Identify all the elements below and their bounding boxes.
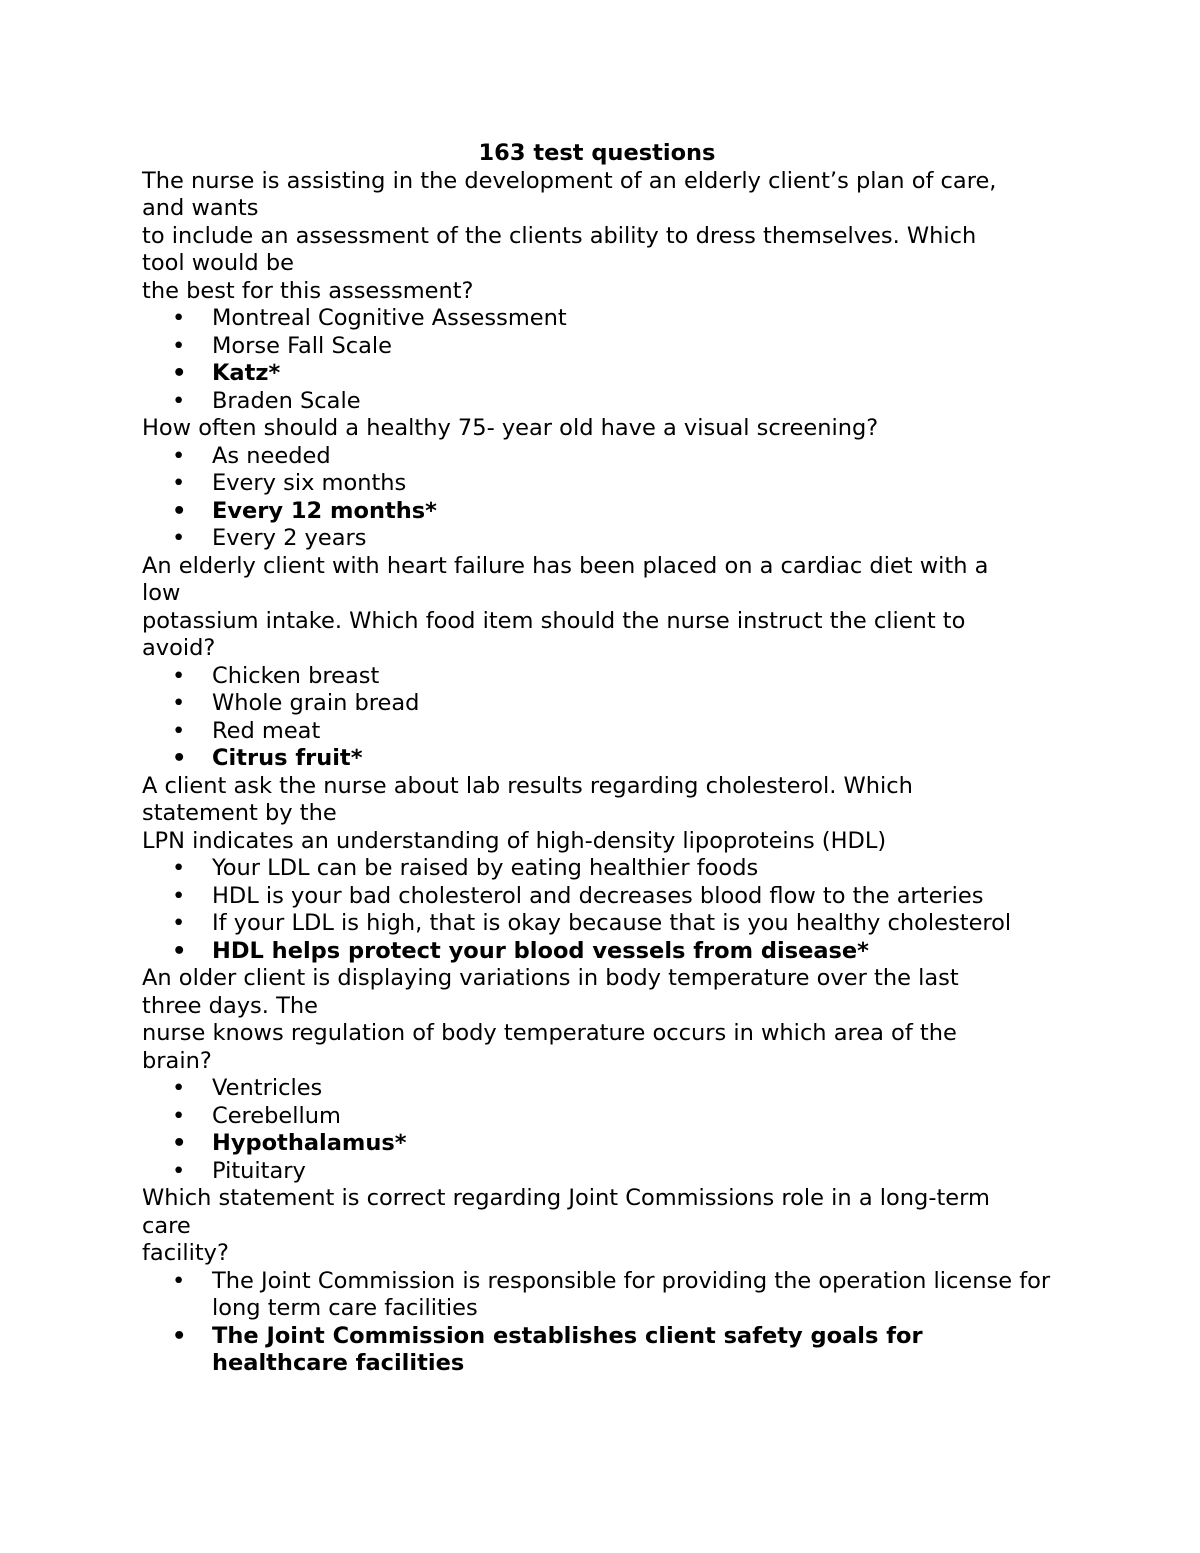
question-block	[142, 1185, 1062, 1378]
correct-answer-option: • Every 12 months*	[142, 498, 1062, 526]
answer-option: • Cerebellum	[142, 1103, 1062, 1131]
answer-option: • Every six months	[142, 470, 1062, 498]
question-text-line: LPN indicates an understanding of high-density lipoproteins (HDL)	[142, 827, 887, 854]
answer-option: • If your LDL is high, that is okay because that is you healthy cholesterol	[142, 910, 1062, 938]
question-text-line: potassium intake. Which food item should the nurse instruct the client to	[142, 607, 966, 634]
question-list	[142, 168, 1062, 1378]
answer-option-list	[142, 1075, 1062, 1185]
question-block	[142, 553, 1062, 773]
answer-option-list	[142, 663, 1062, 773]
answer-option: • Morse Fall Scale	[142, 333, 1062, 361]
correct-answer-option: • The Joint Commission establishes client safety goals for healthcare facilities	[142, 1323, 1062, 1378]
question-text-line: the best for this assessment?	[142, 277, 474, 304]
answer-option: • The Joint Commission is responsible for providing the operation license for long term care facilities	[142, 1268, 1062, 1323]
question-text-line: care	[142, 1212, 191, 1239]
answer-option-list	[142, 855, 1062, 965]
question-text-line: statement by the	[142, 800, 337, 826]
question-text-line: and wants	[142, 195, 259, 221]
question-text-line: three days. The	[142, 992, 318, 1019]
correct-answer-option: • Katz*	[142, 360, 1062, 388]
answer-option: • Your LDL can be raised by eating healthier foods	[142, 855, 1062, 883]
correct-answer-option: • Hypothalamus*	[142, 1130, 1062, 1158]
question-text-line: How often should a healthy 75- year old have a visual screening?	[142, 415, 879, 441]
answer-option-list	[142, 305, 1062, 415]
answer-option-list	[142, 1268, 1062, 1378]
answer-option: • Whole grain bread	[142, 690, 1062, 718]
correct-answer-option: • Citrus fruit*	[142, 745, 1062, 773]
question-text-line: A client ask the nurse about lab results regarding cholesterol. Which	[142, 772, 913, 799]
answer-option: • Braden Scale	[142, 388, 1062, 416]
answer-option: • Pituitary	[142, 1158, 1062, 1186]
question-text-line: The nurse is assisting in the development of an elderly client’s plan of care,	[142, 167, 997, 194]
document-page	[142, 140, 1062, 1378]
answer-option: • Montreal Cognitive Assessment	[142, 305, 1062, 333]
question-block	[142, 773, 1062, 966]
answer-option: • Red meat	[142, 718, 1062, 746]
question-text-line: nurse knows regulation of body temperature occurs in which area of the	[142, 1020, 957, 1046]
question-block	[142, 415, 1062, 553]
answer-option: • Chicken breast	[142, 663, 1062, 691]
question-text-line: An elderly client with heart failure has been placed on a cardiac diet with a	[142, 552, 989, 579]
question-text-line: avoid?	[142, 635, 216, 661]
answer-option: • Every 2 years	[142, 525, 1062, 553]
document-title: 163 test questions	[478, 140, 716, 166]
question-text-line: An older client is displaying variations in body temperature over the last	[142, 965, 959, 991]
question-block	[142, 965, 1062, 1185]
question-text-line: brain?	[142, 1047, 212, 1074]
answer-option-list	[142, 443, 1062, 553]
question-text-line: facility?	[142, 1240, 229, 1266]
question-text-line: tool would be	[142, 250, 294, 276]
question-text-line: to include an assessment of the clients ability to dress themselves. Which	[142, 222, 977, 249]
answer-option: • HDL is your bad cholesterol and decreases blood flow to the arteries	[142, 883, 1062, 911]
answer-option: • As needed	[142, 443, 1062, 471]
question-text-line: low	[142, 580, 181, 606]
question-text-line: Which statement is correct regarding Joint Commissions role in a long-term	[142, 1185, 990, 1211]
correct-answer-option: • HDL helps protect your blood vessels from disease*	[142, 938, 1062, 966]
question-block	[142, 168, 1062, 416]
answer-option: • Ventricles	[142, 1075, 1062, 1103]
